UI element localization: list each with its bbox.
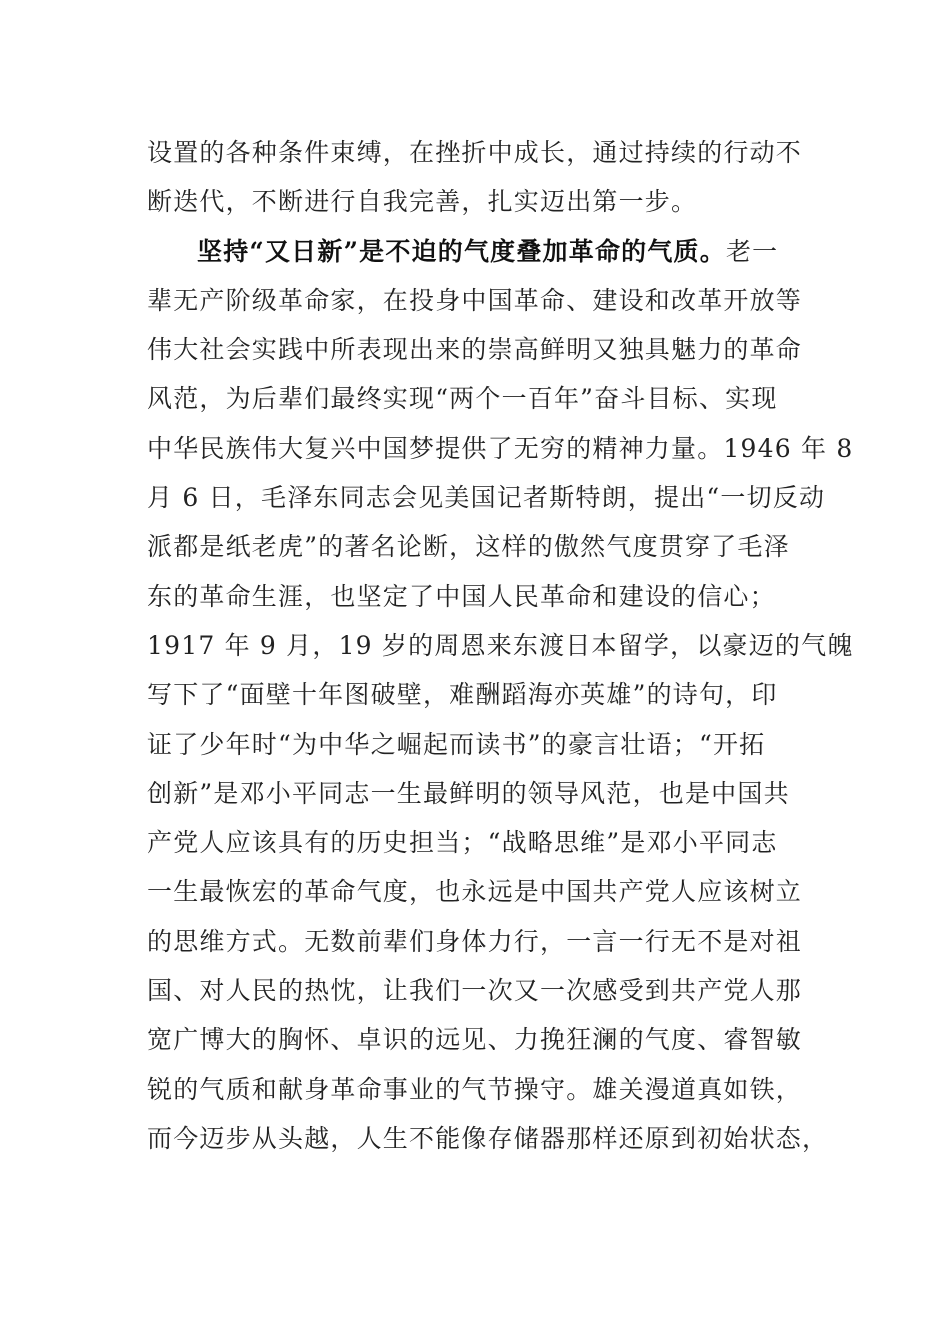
line-text: 东的革命生涯，也坚定了中国人民革命和建设的信心； [147, 581, 776, 611]
text-line [147, 128, 807, 177]
text-line [147, 572, 807, 621]
line-text: 辈无产阶级革命家，在投身中国革命、建设和改革开放等 [147, 285, 803, 315]
line-text: 伟大社会实践中所表现出来的崇高鲜明又独具魅力的革命 [147, 335, 803, 365]
line-text: 创新”是邓小平同志一生最鲜明的领导风范，也是中国共 [147, 778, 790, 808]
line-text: 风范，为后辈们最终实现“两个一百年”奋斗目标、实现 [147, 384, 778, 414]
line-text: 派都是纸老虎”的著名论断，这样的傲然气度贯穿了毛泽 [147, 532, 790, 562]
text-line [147, 424, 854, 473]
line-text: 1917 年 9 月，19 岁的周恩来东渡日本留学，以豪迈的气魄 [147, 630, 854, 660]
line-text: 宽广博大的胸怀、卓识的远见、力挽狂澜的气度、睿智敏 [147, 1025, 803, 1055]
text-line [147, 522, 807, 571]
text-line [147, 621, 854, 670]
text-line [147, 276, 807, 325]
line-text: 证了少年时“为中华之崛起而读书”的豪言壮语；“开拓 [147, 729, 766, 759]
body-text [147, 128, 854, 1163]
line-text: 一生最恢宏的革命气度，也永远是中国共产党人应该树立 [147, 877, 803, 907]
text-line [147, 473, 826, 522]
line-text: 的思维方式。无数前辈们身体力行，一言一行无不是对祖 [147, 926, 803, 956]
line-text: 断迭代，不断进行自我完善，扎实迈出第一步。 [147, 187, 698, 217]
line-text: 而今迈步从头越，人生不能像存储器那样还原到初始状态， [147, 1123, 829, 1153]
text-line [147, 769, 807, 818]
text-line [147, 325, 807, 374]
text-line [147, 177, 807, 226]
text-line [147, 1065, 807, 1114]
line-text: 老一 [725, 236, 779, 266]
line-text: 写下了“面壁十年图破壁，难酬蹈海亦英雄”的诗句，印 [147, 680, 778, 710]
text-line [147, 1015, 807, 1064]
text-line [147, 374, 807, 423]
line-text: 产党人应该具有的历史担当；“战略思维”是邓小平同志 [147, 828, 778, 858]
text-line [147, 720, 807, 769]
line-text: 设置的各种条件束缚，在挫折中成长，通过持续的行动不 [147, 138, 803, 167]
text-line [147, 1114, 829, 1163]
text-line [147, 917, 807, 966]
line-text: 月 6 日，毛泽东同志会见美国记者斯特朗，提出“一切反动 [147, 483, 826, 513]
text-line [147, 966, 807, 1015]
line-text: 锐的气质和献身革命事业的气节操守。雄关漫道真如铁， [147, 1074, 803, 1104]
text-line [147, 867, 807, 916]
text-line [147, 818, 807, 867]
paragraph-heading: 坚持“又日新”是不迫的气度叠加革命的气质。 [197, 236, 726, 266]
line-text: 中华民族伟大复兴中国梦提供了无穷的精神力量。1946 年 8 [147, 433, 854, 463]
paragraph-heading-line [147, 227, 807, 276]
line-text: 国、对人民的热忱，让我们一次又一次感受到共产党人那 [147, 976, 803, 1006]
text-line [147, 670, 807, 719]
